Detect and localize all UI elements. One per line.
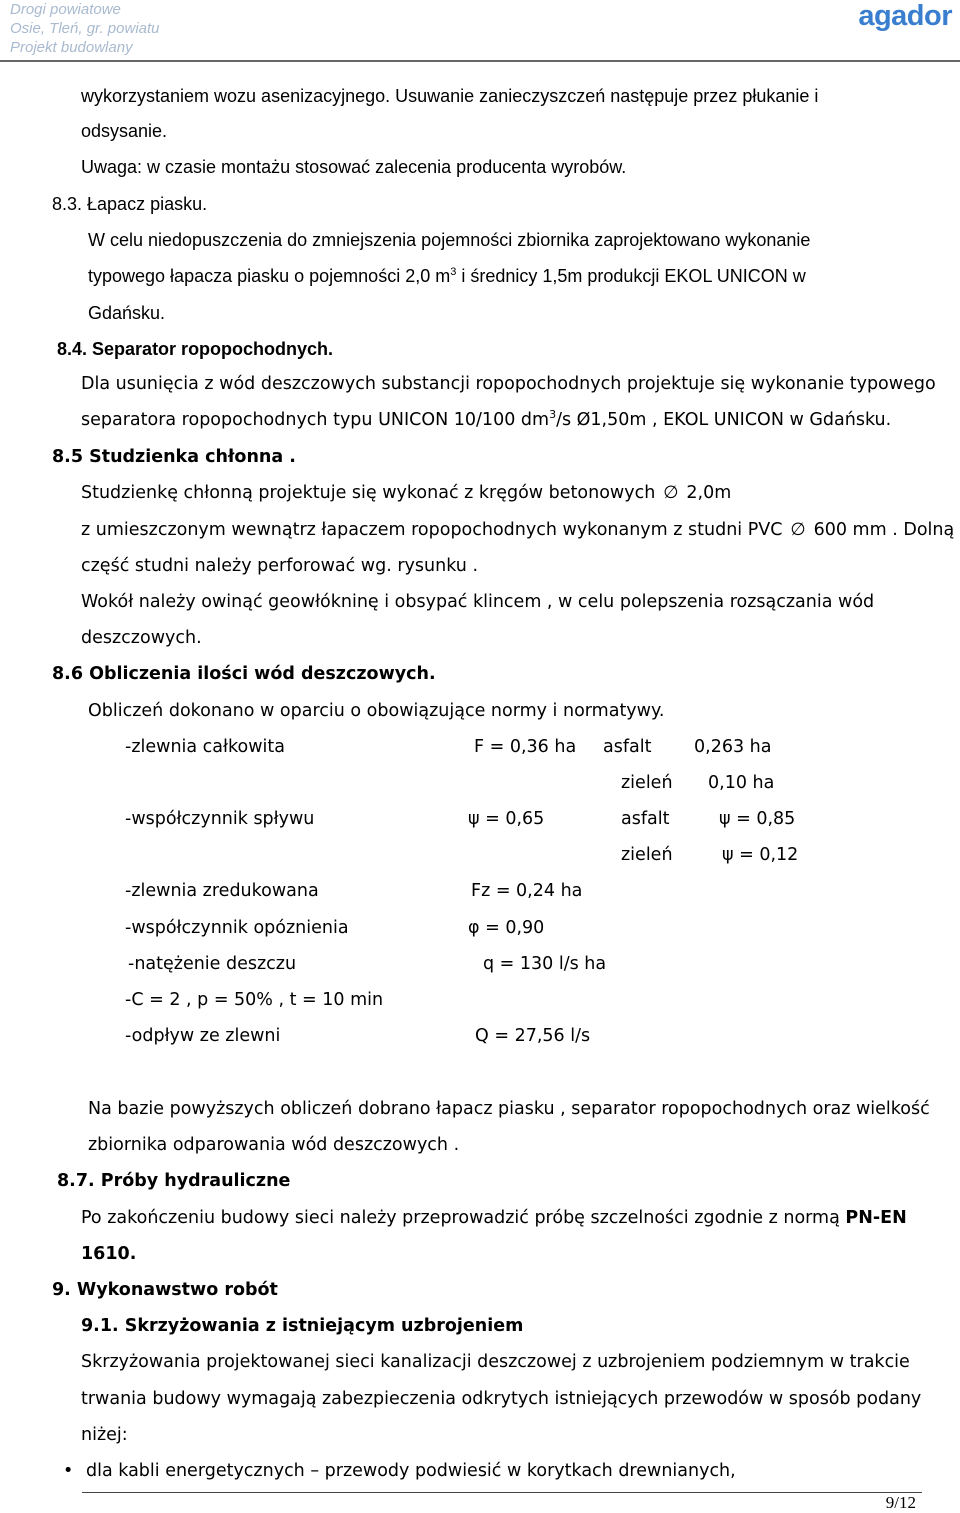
bullet-icon: • xyxy=(63,1461,74,1481)
paragraph-line: wykorzystaniem wozu asenizacyjnego. Usuwanie zanieczyszczeń następuje przez płukanie i xyxy=(81,86,819,106)
calc-label: -współczynnik opóznienia xyxy=(125,918,349,938)
text-run: 2,0m xyxy=(680,483,732,503)
calc-label: -natężenie deszczu xyxy=(128,954,297,974)
header-project-title: Drogi powiatowe xyxy=(10,1,121,18)
list-item xyxy=(0,1460,960,1482)
paragraph-line: niżej: xyxy=(81,1425,128,1445)
calc-row xyxy=(0,953,960,975)
paragraph-line: Na bazie powyższych obliczeń dobrano łapacz piasku , separator ropopochodnych oraz wielkość xyxy=(88,1099,930,1119)
norm-reference: 1610. xyxy=(81,1244,137,1264)
calc-label: -odpływ ze zlewni xyxy=(125,1026,281,1046)
paragraph-line: Wokół należy owinąć geowłókninę i obsypać klincem , w celu polepszenia rozsączania wód xyxy=(81,592,875,612)
calc-value: q = 130 l/s ha xyxy=(483,954,607,974)
paragraph-line xyxy=(81,482,731,504)
paragraph-line: Uwaga: w czasie montażu stosować zalecenia producenta wyrobów. xyxy=(81,157,627,177)
section-heading-8-5: 8.5 Studzienka chłonna . xyxy=(52,447,296,467)
calc-value: φ = 0,90 xyxy=(468,918,545,938)
calc-sub-label: asfalt xyxy=(621,809,670,829)
calc-value: Fz = 0,24 ha xyxy=(471,881,583,901)
section-heading-9: 9. Wykonawstwo robót xyxy=(52,1280,278,1300)
paragraph-line xyxy=(81,519,954,541)
calc-sub-value: 0,10 ha xyxy=(708,773,775,793)
text-run: i średnicy 1,5m produkcji EKOL UNICON w xyxy=(456,266,806,286)
page-number: 9/12 xyxy=(885,1493,916,1512)
text-run: 600 mm . Dolną xyxy=(808,520,955,540)
diameter-icon: ∅ xyxy=(663,483,679,503)
calc-label: -C = 2 , p = 50% , t = 10 min xyxy=(125,990,384,1010)
header-project-type: Projekt budowlany xyxy=(10,39,133,56)
paragraph-line: deszczowych. xyxy=(81,628,202,648)
text-run: z umieszczonym wewnątrz łapaczem ropopochodnych wykonanym z studni PVC xyxy=(81,520,789,540)
calc-row xyxy=(0,808,960,830)
calc-sub-value: 0,263 ha xyxy=(694,737,772,757)
section-heading-9-1: 9.1. Skrzyżowania z istniejącym uzbrojeniem xyxy=(81,1316,524,1336)
company-logo: agador xyxy=(858,0,952,32)
calc-value: ψ = 0,65 xyxy=(468,809,545,829)
paragraph-line: Dla usunięcia z wód deszczowych substancji ropopochodnych projektuje się wykonanie typowego xyxy=(81,374,936,394)
paragraph-line: Gdańsku. xyxy=(88,303,166,323)
section-heading-8-3: 8.3. Łapacz piasku. xyxy=(52,194,208,214)
section-heading-8-6: 8.6 Obliczenia ilości wód deszczowych. xyxy=(52,664,436,684)
calc-row xyxy=(0,736,960,758)
section-heading-8-7: 8.7. Próby hydrauliczne xyxy=(57,1171,291,1191)
text-run: typowego łapacza piasku o pojemności 2,0 m xyxy=(88,266,451,286)
paragraph-line: część studni należy perforować wg. rysunku . xyxy=(81,556,479,576)
text-run: Studzienkę chłonną projektuje się wykonać z kręgów betonowych xyxy=(81,483,661,503)
paragraph-line xyxy=(81,409,891,431)
calc-label: -zlewnia całkowita xyxy=(125,737,285,757)
paragraph-line: zbiornika odparowania wód deszczowych . xyxy=(88,1135,460,1155)
calc-sub-label: zieleń xyxy=(621,773,673,793)
calc-value: Q = 27,56 l/s xyxy=(475,1026,591,1046)
calc-row xyxy=(0,989,960,1011)
calc-sub-label: zieleń xyxy=(621,845,673,865)
calc-sub-value: ψ = 0,85 xyxy=(719,809,796,829)
section-heading-8-4: 8.4. Separator ropopochodnych. xyxy=(57,339,334,359)
list-item-text: dla kabli energetycznych – przewody podwiesić w korytkach drewnianych, xyxy=(86,1461,736,1481)
calc-row xyxy=(0,844,960,866)
calc-row xyxy=(0,1025,960,1047)
paragraph-line: Skrzyżowania projektowanej sieci kanalizacji deszczowej z uzbrojeniem podziemnym w trakcie xyxy=(81,1352,910,1372)
calc-label: -współczynnik spływu xyxy=(125,809,315,829)
header-project-location: Osie, Tleń, gr. powiatu xyxy=(10,20,160,37)
superscript: 3 xyxy=(549,408,557,421)
calc-row xyxy=(0,917,960,939)
norm-reference: PN-EN xyxy=(845,1208,907,1228)
paragraph-line: odsysanie. xyxy=(81,121,168,141)
paragraph-line xyxy=(81,1207,907,1229)
footer-divider xyxy=(82,1492,922,1493)
calc-row xyxy=(0,772,960,794)
paragraph-line: trwania budowy wymagają zabezpieczenia odkrytych istniejących przewodów w sposób podany xyxy=(81,1389,922,1409)
calc-row xyxy=(0,880,960,902)
diameter-icon: ∅ xyxy=(790,520,806,540)
calc-sub-label: asfalt xyxy=(603,737,652,757)
paragraph-line xyxy=(88,265,806,287)
superscript: 3 xyxy=(450,266,457,278)
text-run: separatora ropopochodnych typu UNICON 10/100 dm xyxy=(81,410,550,430)
document-header-left xyxy=(10,0,160,57)
calc-sub-value: ψ = 0,12 xyxy=(722,845,799,865)
paragraph-line: W celu niedopuszczenia do zmniejszenia pojemności zbiornika zaprojektowano wykonanie xyxy=(88,230,811,250)
paragraph-line: Obliczeń dokonano w oparciu o obowiązujące normy i normatywy. xyxy=(88,701,665,721)
calc-label: -zlewnia zredukowana xyxy=(125,881,319,901)
header-divider xyxy=(0,60,960,62)
text-run: Po zakończeniu budowy sieci należy przeprowadzić próbę szczelności zgodnie z normą xyxy=(81,1208,846,1228)
calc-value: F = 0,36 ha xyxy=(474,737,577,757)
text-run: /s Ø1,50m , EKOL UNICON w Gdańsku. xyxy=(556,410,892,430)
